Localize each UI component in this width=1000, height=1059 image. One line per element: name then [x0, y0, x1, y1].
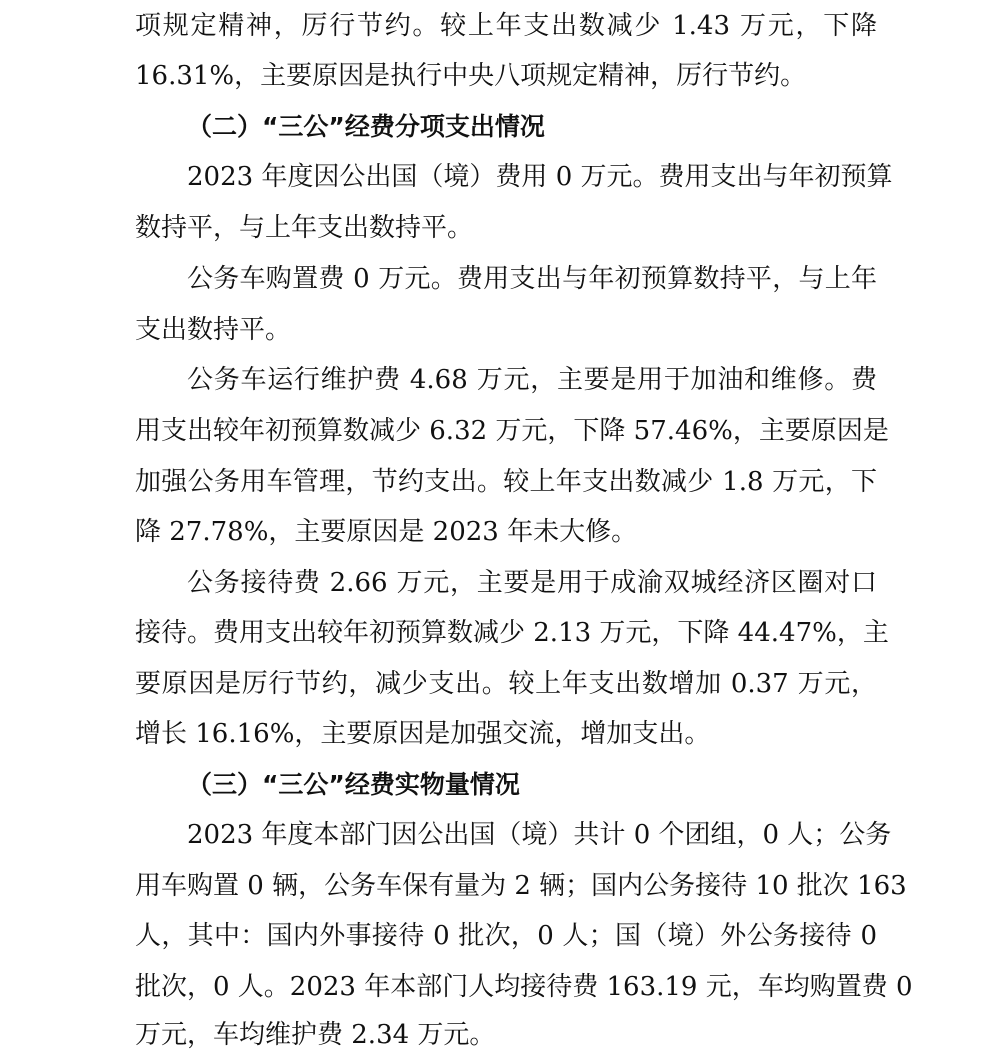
- document-page: [135, 0, 913, 1059]
- paragraph-line: 2023 年度因公出国（境）费用 0 万元。费用支出与年初预算: [187, 162, 893, 192]
- paragraph-line: 16.31%，主要原因是执行中央八项规定精神，厉行节约。: [135, 61, 807, 91]
- paragraph-line: 要原因是厉行节约，减少支出。较上年支出数增加 0.37 万元，: [135, 669, 877, 699]
- section-heading-2: （二）“三公”经费分项支出情况: [187, 112, 545, 141]
- paragraph-line: 批次，0 人。2023 年本部门人均接待费 163.19 元，车均购置费 0: [135, 972, 913, 1002]
- paragraph-line: 接待。费用支出较年初预算数减少 2.13 万元，下降 44.47%，主: [135, 618, 889, 648]
- paragraph-line: 数持平，与上年支出数持平。: [135, 213, 474, 243]
- paragraph-line: 用车购置 0 辆，公务车保有量为 2 辆；国内公务接待 10 批次 163: [135, 871, 907, 901]
- paragraph-line: 用支出较年初预算数减少 6.32 万元，下降 57.46%，主要原因是: [135, 416, 889, 446]
- paragraph-line: 增长 16.16%，主要原因是加强交流，增加支出。: [135, 719, 711, 749]
- paragraph-line: 公务接待费 2.66 万元，主要是用于成渝双城经济区圈对口: [187, 568, 877, 598]
- paragraph-line: 加强公务用车管理，节约支出。较上年支出数减少 1.8 万元，下: [135, 467, 877, 497]
- paragraph-line: 支出数持平。: [135, 315, 292, 345]
- paragraph-line: 人，其中：国内外事接待 0 批次，0 人；国（境）外公务接待 0: [135, 921, 877, 951]
- paragraph-line: 2023 年度本部门因公出国（境）共计 0 个团组，0 人；公务: [187, 820, 892, 850]
- paragraph-line: 万元，车均维护费 2.34 万元。: [135, 1020, 496, 1050]
- paragraph-line: 降 27.78%，主要原因是 2023 年未大修。: [135, 517, 638, 547]
- section-heading-3: （三）“三公”经费实物量情况: [187, 770, 520, 799]
- paragraph-line: 项规定精神，厉行节约。较上年支出数减少 1.43 万元，下降: [135, 11, 877, 41]
- paragraph-line: 公务车购置费 0 万元。费用支出与年初预算数持平，与上年: [187, 264, 877, 294]
- paragraph-line: 公务车运行维护费 4.68 万元，主要是用于加油和维修。费: [187, 365, 877, 395]
